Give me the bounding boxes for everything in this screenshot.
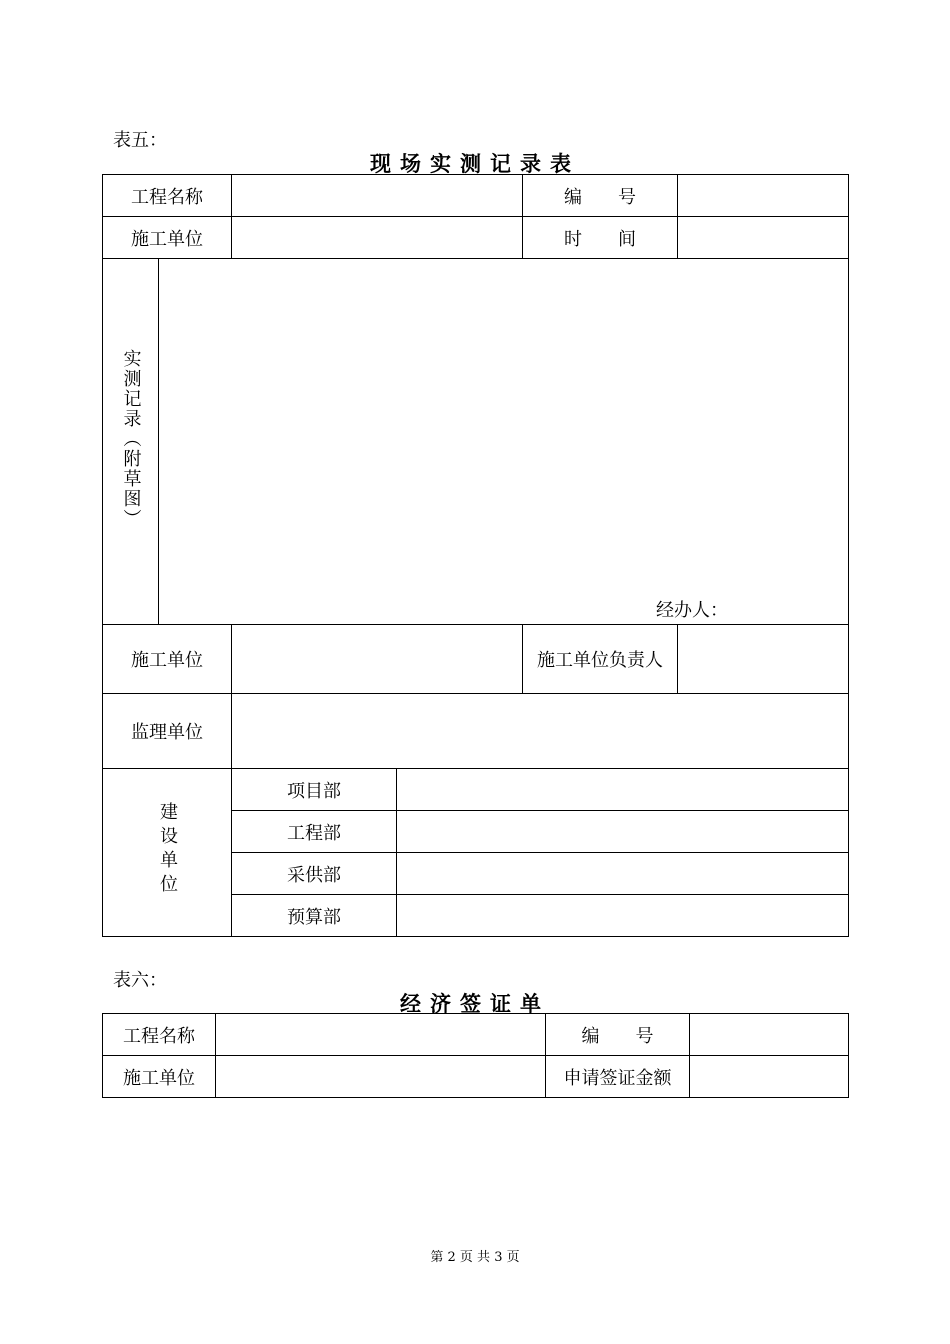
time-field[interactable]	[678, 217, 849, 259]
table6-title: 经济签证单	[400, 991, 550, 1016]
number-label: 编 号	[523, 175, 678, 217]
visa-amount-label: 申请签证金额	[546, 1056, 690, 1098]
time-label: 时 间	[523, 217, 678, 259]
department-label: 采供部	[232, 853, 397, 895]
economic-visa-table	[102, 1013, 849, 1098]
unit-lead-label: 施工单位负责人	[523, 625, 678, 694]
visa-amount-field[interactable]	[690, 1056, 849, 1098]
supervisor-unit-label: 监理单位	[103, 694, 232, 769]
visa-construction-unit-field[interactable]	[216, 1056, 546, 1098]
handler-label: 经办人：	[656, 600, 728, 621]
department-field[interactable]	[397, 811, 849, 853]
department-label: 工程部	[232, 811, 397, 853]
measurement-record-side	[103, 259, 159, 625]
visa-construction-unit-label: 施工单位	[103, 1056, 216, 1098]
unit-lead-field[interactable]	[678, 625, 849, 694]
table5-title: 现场实测记录表	[370, 151, 580, 176]
construction-unit-sign-label: 施工单位	[103, 625, 232, 694]
visa-number-field[interactable]	[690, 1014, 849, 1056]
table5-caption: 表五：	[113, 130, 167, 151]
owner-unit-label: 建设单位	[157, 802, 178, 898]
measurement-record-label: 实测记录（附草图）	[120, 349, 142, 529]
department-field[interactable]	[397, 895, 849, 937]
visa-project-name-field[interactable]	[216, 1014, 546, 1056]
table6-caption: 表六：	[113, 970, 167, 991]
department-field[interactable]	[397, 769, 849, 811]
department-field[interactable]	[397, 853, 849, 895]
department-label: 预算部	[232, 895, 397, 937]
number-field[interactable]	[678, 175, 849, 217]
construction-unit-label: 施工单位	[103, 217, 232, 259]
project-name-label: 工程名称	[103, 175, 232, 217]
construction-unit-field[interactable]	[232, 217, 523, 259]
visa-number-label: 编 号	[546, 1014, 690, 1056]
page-footer: 第 2 页 共 3 页	[430, 1250, 520, 1265]
department-label: 项目部	[232, 769, 397, 811]
site-measurement-table	[102, 174, 849, 937]
construction-unit-sign-field[interactable]	[232, 625, 523, 694]
supervisor-unit-field[interactable]	[232, 694, 849, 769]
owner-unit-side	[103, 769, 232, 937]
measurement-record-area[interactable]	[159, 259, 849, 625]
visa-project-name-label: 工程名称	[103, 1014, 216, 1056]
project-name-field[interactable]	[232, 175, 523, 217]
